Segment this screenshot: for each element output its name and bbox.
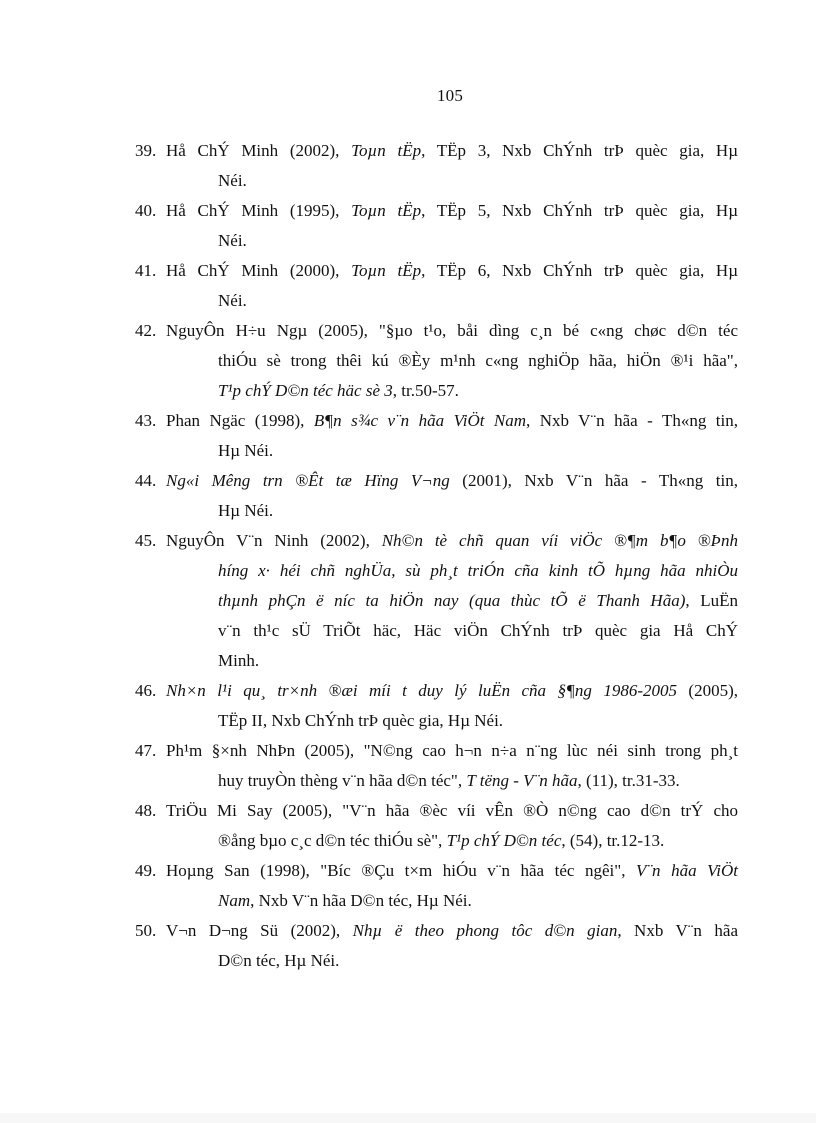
reference-line: [166, 916, 738, 946]
reference-line: [166, 856, 738, 886]
reference-text: , (11), tr.31-33.: [577, 771, 680, 790]
reference-text: , LuËn: [685, 591, 738, 610]
reference-title: T¹p chÝ D©n téc: [446, 831, 562, 850]
reference-line: [218, 586, 738, 616]
reference-text: Néi.: [218, 231, 247, 250]
reference-title: Nam: [218, 891, 251, 910]
reference-item: [135, 796, 738, 856]
reference-title: Toµn tËp: [351, 261, 422, 280]
reference-text: , (54), tr.12-13.: [561, 831, 665, 850]
reference-text: v¨n th¹c sÜ TriÕt häc, Häc viÖn ChÝnh trÞ quèc gia Hå ChÝ: [218, 621, 738, 640]
reference-text: D©n téc, Hµ Néi.: [218, 951, 340, 970]
reference-text: V¬n D¬ng Sü (2002),: [166, 921, 353, 940]
reference-title: Toµn tËp: [351, 141, 422, 160]
page-bottom-edge: [0, 1113, 816, 1123]
reference-title: Nh×n l¹i qu¸ tr×nh ®æi míi t duy lý luËn cña §¶ng 1986-2005: [166, 681, 677, 700]
reference-text: Hoµng San (1998), "Bíc ®Çu t×m hiÓu v¨n hãa téc ngêi",: [166, 861, 636, 880]
reference-text: Néi.: [218, 291, 247, 310]
reference-line: [218, 166, 738, 196]
reference-text: Minh.: [218, 651, 260, 670]
reference-text: Hµ Néi.: [218, 441, 274, 460]
reference-number: 45.: [135, 531, 157, 550]
reference-item: [135, 466, 738, 526]
reference-title: V¨n hãa ViÖt: [636, 861, 738, 880]
reference-text: Néi.: [218, 171, 247, 190]
reference-title: T tëng - V¨n hãa: [466, 771, 578, 790]
reference-text: (2005),: [676, 681, 738, 700]
reference-number: 48.: [135, 801, 157, 820]
reference-text: TriÖu Mi Say (2005), "V¨n hãa ®èc víi vÊn ®Ò n©ng cao d©n trÝ cho: [166, 801, 738, 820]
reference-item: [135, 136, 739, 196]
reference-text: , TËp 5, Nxb ChÝnh trÞ quèc gia, Hµ: [421, 201, 739, 220]
reference-title: thµnh phÇn ë níc ta hiÖn nay (qua thùc tÕ ë Thanh Hãa): [218, 591, 686, 610]
reference-text: Hµ Néi.: [218, 501, 274, 520]
reference-line: [218, 646, 738, 676]
reference-line: [218, 616, 738, 646]
reference-text: thiÓu sè trong thêi kú ®Èy m¹nh c«ng nghiÖp hãa, hiÖn ®¹i hãa",: [218, 351, 738, 370]
reference-line: [166, 406, 738, 436]
reference-line: [166, 466, 738, 496]
reference-line: [218, 826, 738, 856]
reference-line: [166, 316, 738, 346]
reference-title: híng x· héi chñ nghÜa, sù ph¸t triÓn cña kinh tÕ hµng hãa nhiÒu: [218, 561, 738, 580]
reference-text: , tr.50-57.: [392, 381, 459, 400]
reference-line: [166, 676, 738, 706]
reference-number: 47.: [135, 741, 157, 760]
reference-text: NguyÔn V¨n Ninh (2002),: [166, 531, 382, 550]
reference-line: [218, 706, 738, 736]
reference-text: , TËp 6, Nxb ChÝnh trÞ quèc gia, Hµ: [421, 261, 739, 280]
reference-item: [135, 316, 738, 406]
reference-item: [135, 196, 739, 256]
reference-item: [135, 526, 738, 676]
reference-line: [166, 256, 738, 286]
reference-item: [135, 856, 738, 916]
reference-line: [218, 886, 738, 916]
reference-line: [218, 376, 738, 406]
reference-number: 41.: [135, 261, 157, 280]
reference-number: 46.: [135, 681, 157, 700]
reference-text: (2001), Nxb V¨n hãa - Th«ng tin,: [449, 471, 738, 490]
reference-text: Phan Ngäc (1998),: [166, 411, 314, 430]
reference-text: Ph¹m §×nh NhÞn (2005), "N©ng cao h¬n n÷a n¨ng lùc néi sinh trong ph¸t: [166, 741, 738, 760]
reference-number: 43.: [135, 411, 157, 430]
reference-line: [218, 346, 738, 376]
reference-number: 42.: [135, 321, 157, 340]
reference-line: [218, 556, 738, 586]
reference-title: Nh©n tè chñ quan víi viÖc ®¶m b¶o ®Þnh: [381, 531, 738, 550]
reference-item: [135, 256, 739, 316]
reference-text: NguyÔn H÷u Ngµ (2005), "§µo t¹o, båi dìng c¸n bé c«ng chøc d©n téc: [166, 321, 738, 340]
reference-line: [218, 766, 738, 796]
reference-title: B¶n s¾c v¨n hãa ViÖt Nam: [313, 411, 527, 430]
reference-text: ®ång bµo c¸c d©n téc thiÓu sè",: [218, 831, 447, 850]
reference-text: , Nxb V¨n hãa - Th«ng tin,: [526, 411, 739, 430]
reference-item: [135, 406, 739, 466]
reference-title: Ng«i Mêng trn ®Êt tæ Hïng V¬ng: [166, 471, 450, 490]
reference-list: [0, 136, 738, 976]
reference-number: 40.: [135, 201, 157, 220]
reference-text: Hå ChÝ Minh (1995),: [166, 201, 352, 220]
reference-line: [166, 526, 738, 556]
reference-title: Toµn tËp: [351, 201, 422, 220]
reference-number: 39.: [135, 141, 157, 160]
reference-text: TËp II, Nxb ChÝnh trÞ quèc gia, Hµ Néi.: [218, 711, 504, 730]
reference-line: [218, 436, 738, 466]
reference-text: , TËp 3, Nxb ChÝnh trÞ quèc gia, Hµ: [421, 141, 739, 160]
reference-text: Hå ChÝ Minh (2000),: [166, 261, 352, 280]
reference-line: [166, 796, 738, 826]
reference-text: , Nxb V¨n hãa D©n téc, Hµ Néi.: [250, 891, 472, 910]
reference-number: 49.: [135, 861, 157, 880]
reference-line: [166, 736, 738, 766]
reference-number: 44.: [135, 471, 157, 490]
reference-line: [218, 946, 738, 976]
reference-text: , Nxb V¨n hãa: [617, 921, 738, 940]
page-number: 105: [436, 86, 464, 105]
reference-line: [218, 226, 738, 256]
reference-line: [166, 136, 738, 166]
reference-item: [135, 916, 738, 976]
reference-line: [218, 286, 738, 316]
reference-title: Nhµ ë theo phong tôc d©n gian: [352, 921, 618, 940]
reference-line: [218, 496, 738, 526]
reference-text: Hå ChÝ Minh (2002),: [166, 141, 352, 160]
reference-text: huy truyÒn thèng v¨n hãa d©n téc",: [218, 771, 467, 790]
reference-title: T¹p chÝ D©n téc häc sè 3: [218, 381, 393, 400]
reference-item: [135, 736, 738, 796]
reference-line: [166, 196, 738, 226]
reference-number: 50.: [135, 921, 157, 940]
reference-item: [135, 676, 738, 736]
